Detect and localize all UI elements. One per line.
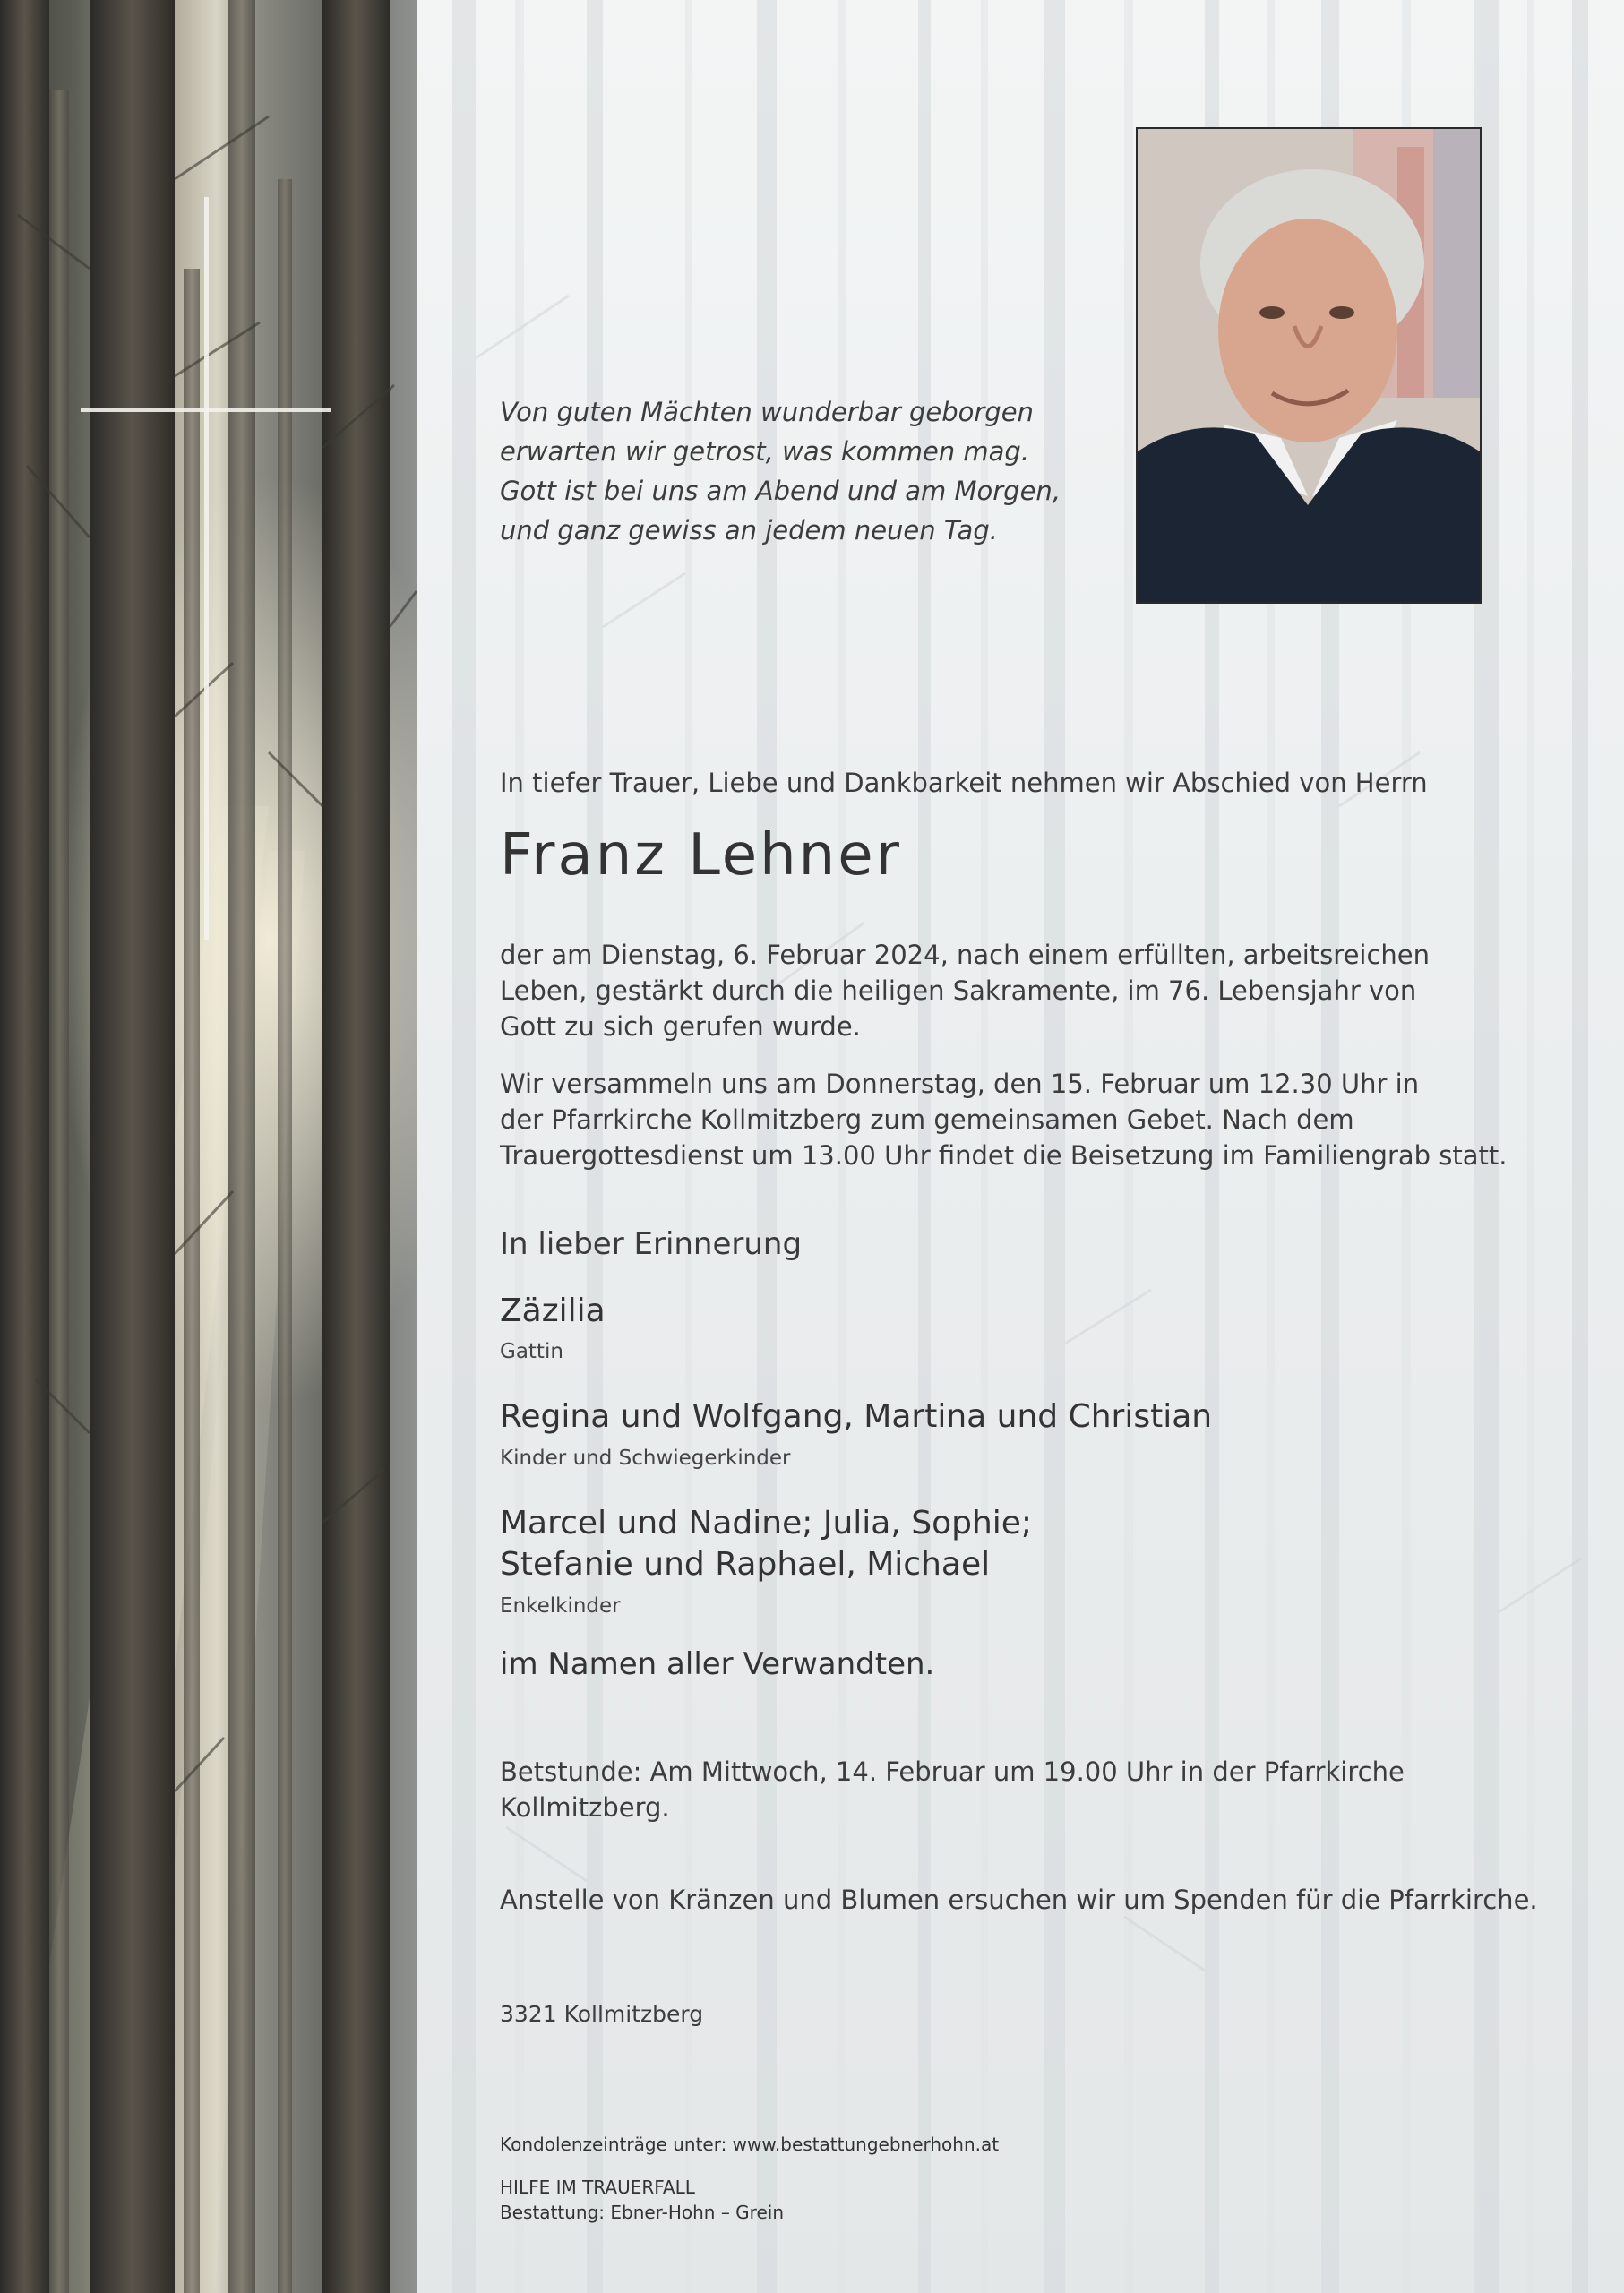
help-text: HILFE IM TRAUERFALL bbox=[500, 2177, 695, 2198]
family-names-spouse bbox=[500, 1291, 606, 1332]
donation-paragraph bbox=[500, 1882, 1538, 1918]
deceased-name: Franz Lehner bbox=[500, 822, 902, 889]
paragraph-line: Leben, gestärkt durch die heiligen Sakramente, im 76. Lebensjahr von bbox=[500, 975, 1417, 1006]
paragraph-line: Wir versammeln uns am Donnerstag, den 15. Februar um 12.30 Uhr in bbox=[500, 1069, 1420, 1099]
closing-line: im Namen aller Verwandten. bbox=[500, 1646, 935, 1682]
quote-line: und ganz gewiss an jedem neuen Tag. bbox=[500, 515, 998, 545]
undertaker-text: Bestattung: Ebner-Hohn – Grein bbox=[500, 2202, 785, 2223]
portrait-photo bbox=[1136, 127, 1482, 604]
undertaker-info bbox=[500, 2175, 784, 2225]
family-names-grandchildren bbox=[500, 1503, 1032, 1585]
quote-line: erwarten wir getrost, was kommen mag. bbox=[500, 436, 1030, 467]
intro-text: In tiefer Trauer, Liebe und Dankbarkeit nehmen wir Abschied von Herrn bbox=[500, 768, 1428, 798]
death-paragraph bbox=[500, 937, 1430, 1044]
prayer-hour-paragraph bbox=[500, 1754, 1405, 1825]
remembrance-heading: In lieber Erinnerung bbox=[500, 1226, 803, 1262]
family-name-line: Marcel und Nadine; Julia, Sophie; bbox=[500, 1505, 1033, 1542]
service-paragraph bbox=[500, 1066, 1507, 1173]
portrait-illustration bbox=[1138, 129, 1480, 602]
paragraph-line: Anstelle von Kränzen und Blumen ersuchen wir um Spenden für die Pfarrkirche. bbox=[500, 1885, 1538, 1915]
family-names-children bbox=[500, 1396, 1212, 1438]
family-name-line: Zäzilia bbox=[500, 1292, 606, 1329]
family-name-line: Regina und Wolfgang, Martina und Christian bbox=[500, 1398, 1213, 1435]
family-role-grandchildren: Enkelkinder bbox=[500, 1594, 621, 1618]
paragraph-line: Kollmitzberg. bbox=[500, 1792, 670, 1823]
forest-photo bbox=[0, 0, 417, 2293]
quote-line: Gott ist bei uns am Abend und am Morgen, bbox=[500, 476, 1061, 506]
quote-line: Von guten Mächten wunderbar geborgen bbox=[500, 397, 1034, 427]
place-text: 3321 Kollmitzberg bbox=[500, 2001, 704, 2027]
family-name-line: Stefanie und Raphael, Michael bbox=[500, 1546, 991, 1583]
paragraph-line: der Pfarrkirche Kollmitzberg zum gemeinsamen Gebet. Nach dem bbox=[500, 1104, 1354, 1135]
family-role-spouse: Gattin bbox=[500, 1340, 563, 1363]
paragraph-line: Gott zu sich gerufen wurde. bbox=[500, 1011, 861, 1042]
paragraph-line: Trauergottesdienst um 13.00 Uhr findet die Beisetzung im Familiengrab statt. bbox=[500, 1140, 1508, 1171]
paragraph-line: Betstunde: Am Mittwoch, 14. Februar um 19.00 Uhr in der Pfarrkirche bbox=[500, 1756, 1405, 1787]
condolence-link-text: Kondolenzeinträge unter: www.bestattungebnerhohn.at bbox=[500, 2134, 1000, 2155]
memorial-quote bbox=[500, 392, 1127, 550]
paragraph-line: der am Dienstag, 6. Februar 2024, nach einem erfüllten, arbeitsreichen bbox=[500, 940, 1431, 970]
family-role-children: Kinder und Schwiegerkinder bbox=[500, 1447, 791, 1470]
